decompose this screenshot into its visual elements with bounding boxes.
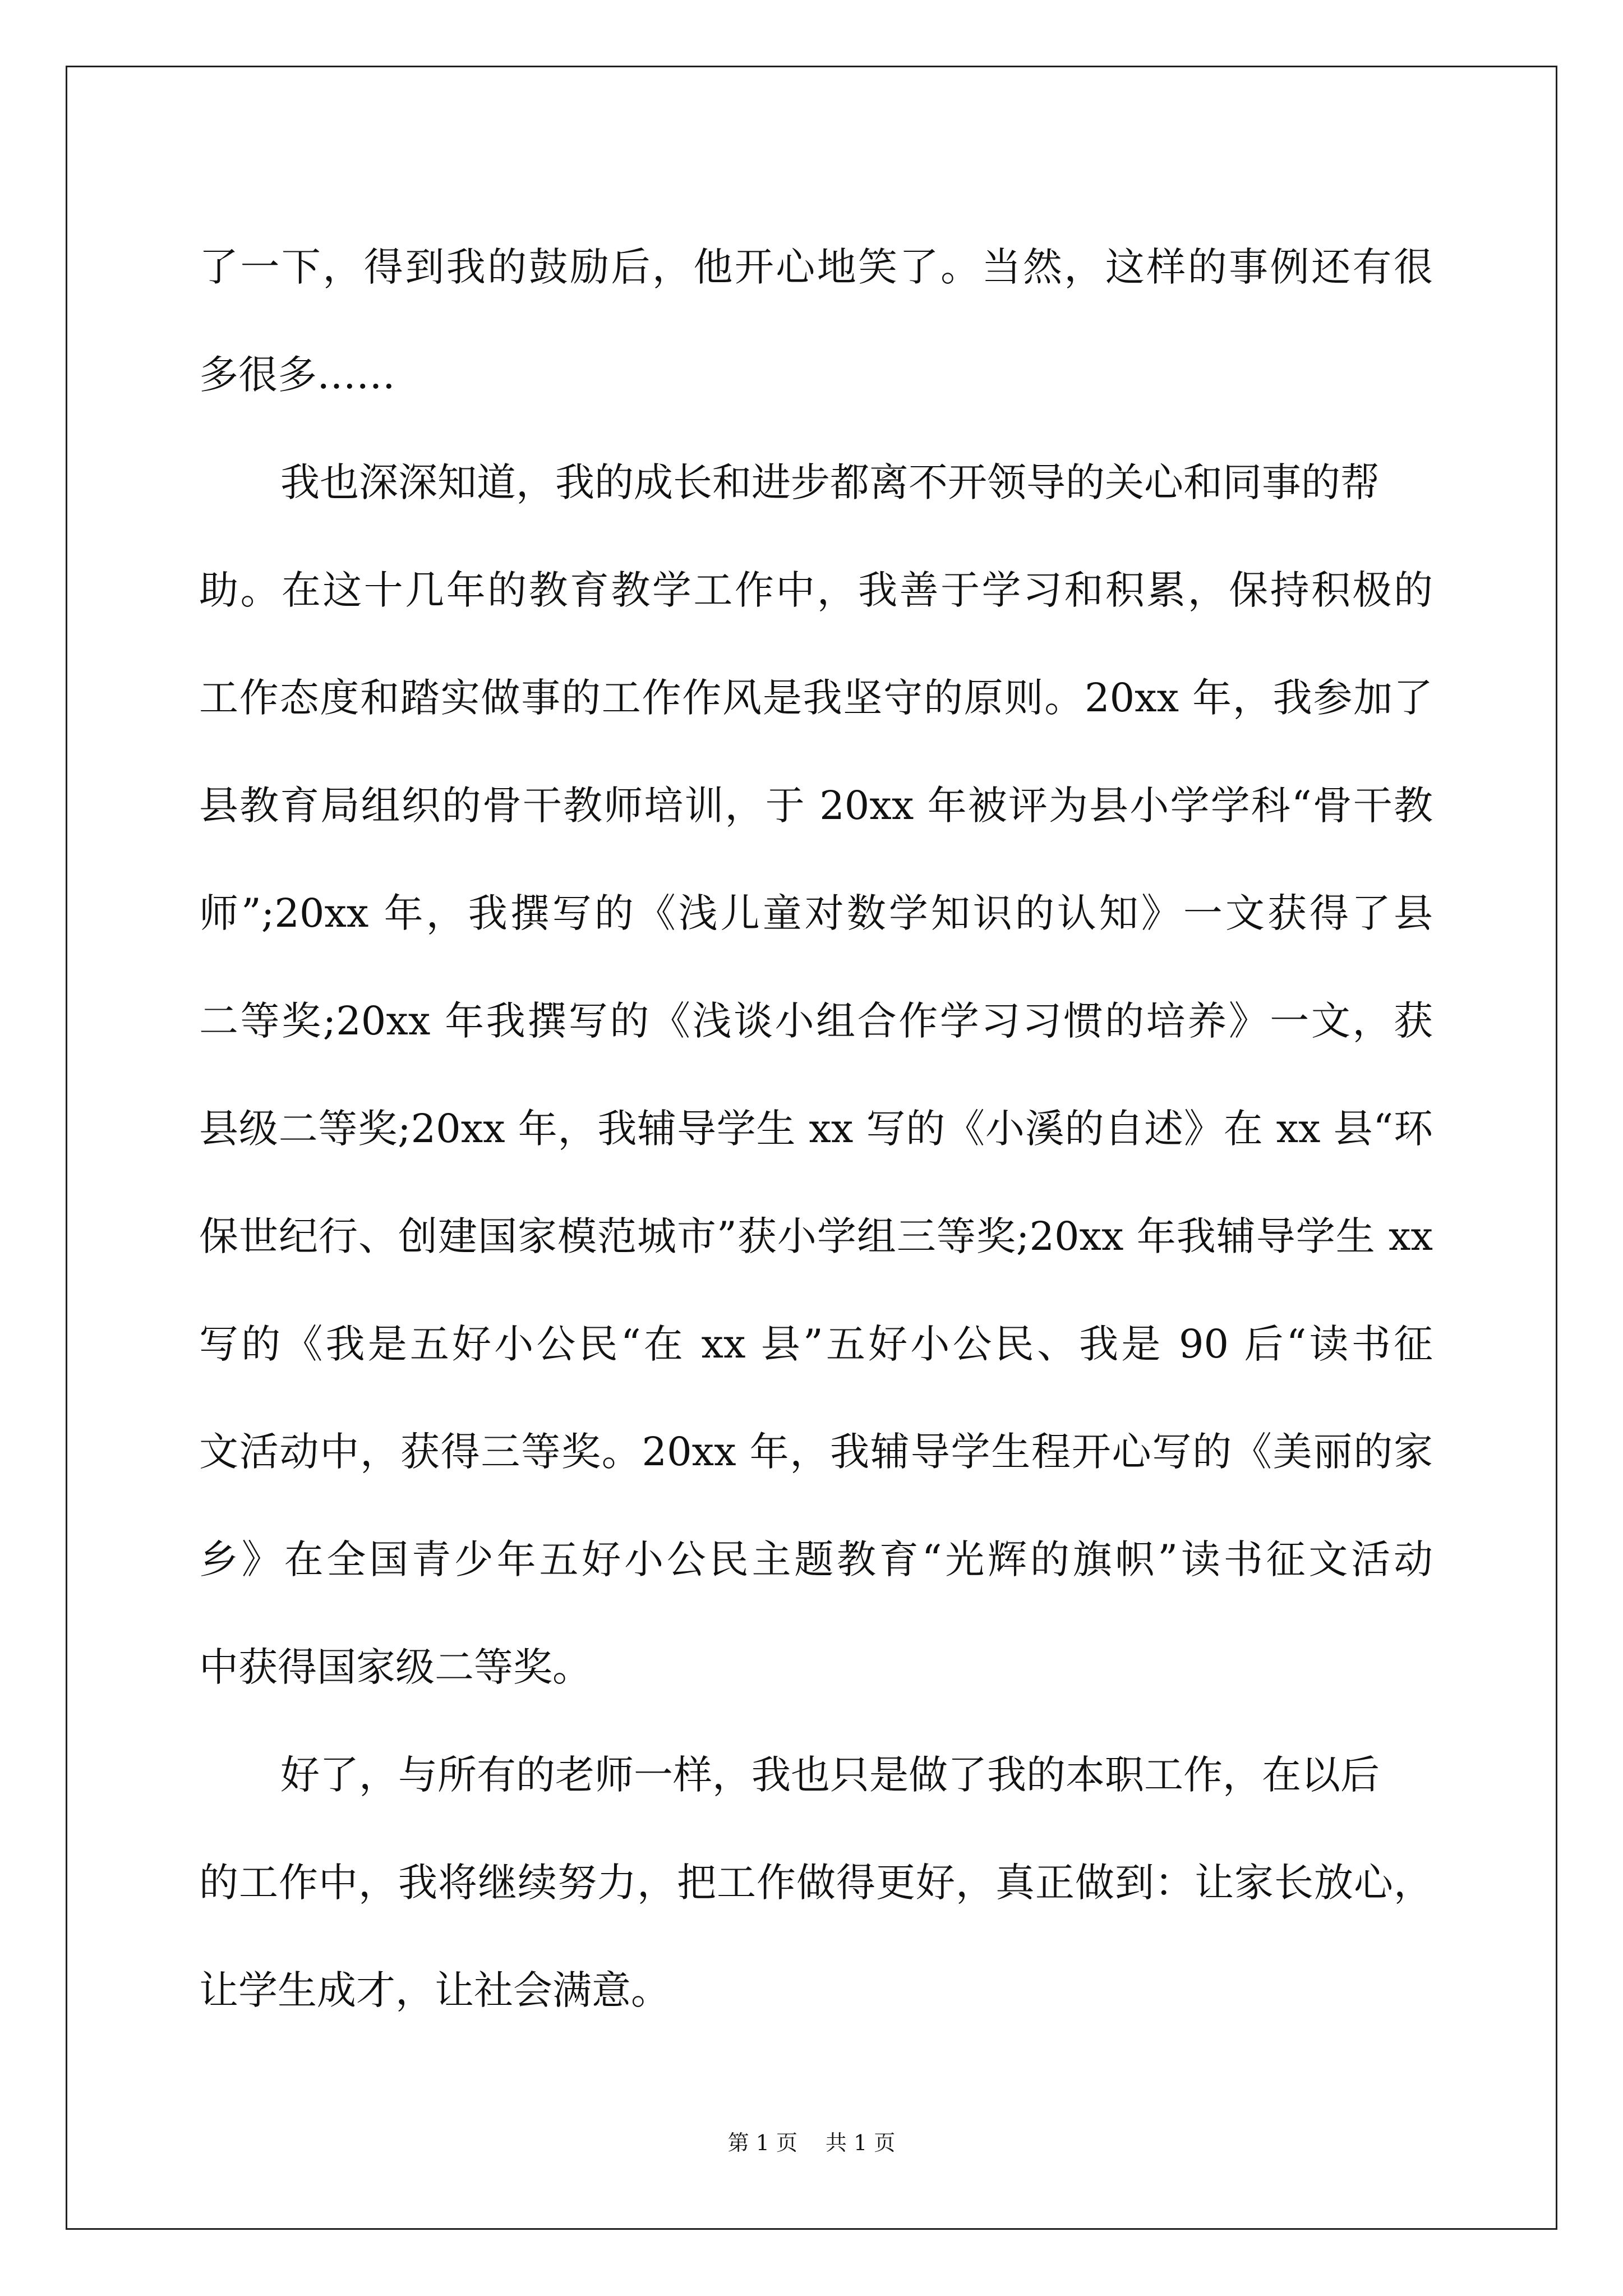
page-footer: [0, 2129, 1623, 2157]
text-line: 写的《我是五好小公民“在 xx 县”五好小公民、我是 90 后“读书征: [199, 1321, 1433, 1367]
paragraph-start-line: 我也深深知道，我的成长和进步都离不开领导的关心和同事的帮: [280, 459, 1380, 505]
text-line: 二等奖;20xx 年我撰写的《浅谈小组合作学习习惯的培养》一文，获: [199, 998, 1433, 1044]
text-line: 让学生成才，让社会满意。: [199, 1967, 670, 2013]
text-line: 保世纪行、创建国家模范城市”获小学组三等奖;20xx 年我辅导学生 xx: [199, 1213, 1433, 1259]
text-line: 助。在这十几年的教育教学工作中，我善于学习和积累，保持积极的: [199, 567, 1433, 613]
page-number-total: 共 1 页: [826, 2131, 896, 2155]
text-line: 县教育局组织的骨干教师培训，于 20xx 年被评为县小学学科“骨干教: [199, 783, 1433, 829]
paragraph-start-line: 好了，与所有的老师一样，我也只是做了我的本职工作，在以后: [280, 1752, 1380, 1798]
text-line: 的工作中，我将继续努力，把工作做得更好，真正做到：让家长放心，: [199, 1860, 1433, 1906]
text-line: 文活动中，获得三等奖。20xx 年，我辅导学生程开心写的《美丽的家: [199, 1429, 1433, 1475]
page-number-current: 第 1 页: [727, 2131, 797, 2155]
text-line: 乡》在全国青少年五好小公民主题教育“光辉的旗帜”读书征文活动: [199, 1536, 1433, 1582]
text-line: 县级二等奖;20xx 年，我辅导学生 xx 写的《小溪的自述》在 xx 县“环: [199, 1106, 1433, 1152]
text-line: 中获得国家级二等奖。: [199, 1644, 592, 1690]
text-line: 师”;20xx 年，我撰写的《浅儿童对数学知识的认知》一文获得了县: [199, 890, 1433, 936]
text-line: 了一下，得到我的鼓励后，他开心地笑了。当然，这样的事例还有很: [199, 244, 1433, 290]
document-body: [199, 213, 1433, 2044]
text-line: 多很多……: [199, 352, 395, 398]
text-line: 工作态度和踏实做事的工作作风是我坚守的原则。20xx 年，我参加了: [199, 675, 1433, 721]
